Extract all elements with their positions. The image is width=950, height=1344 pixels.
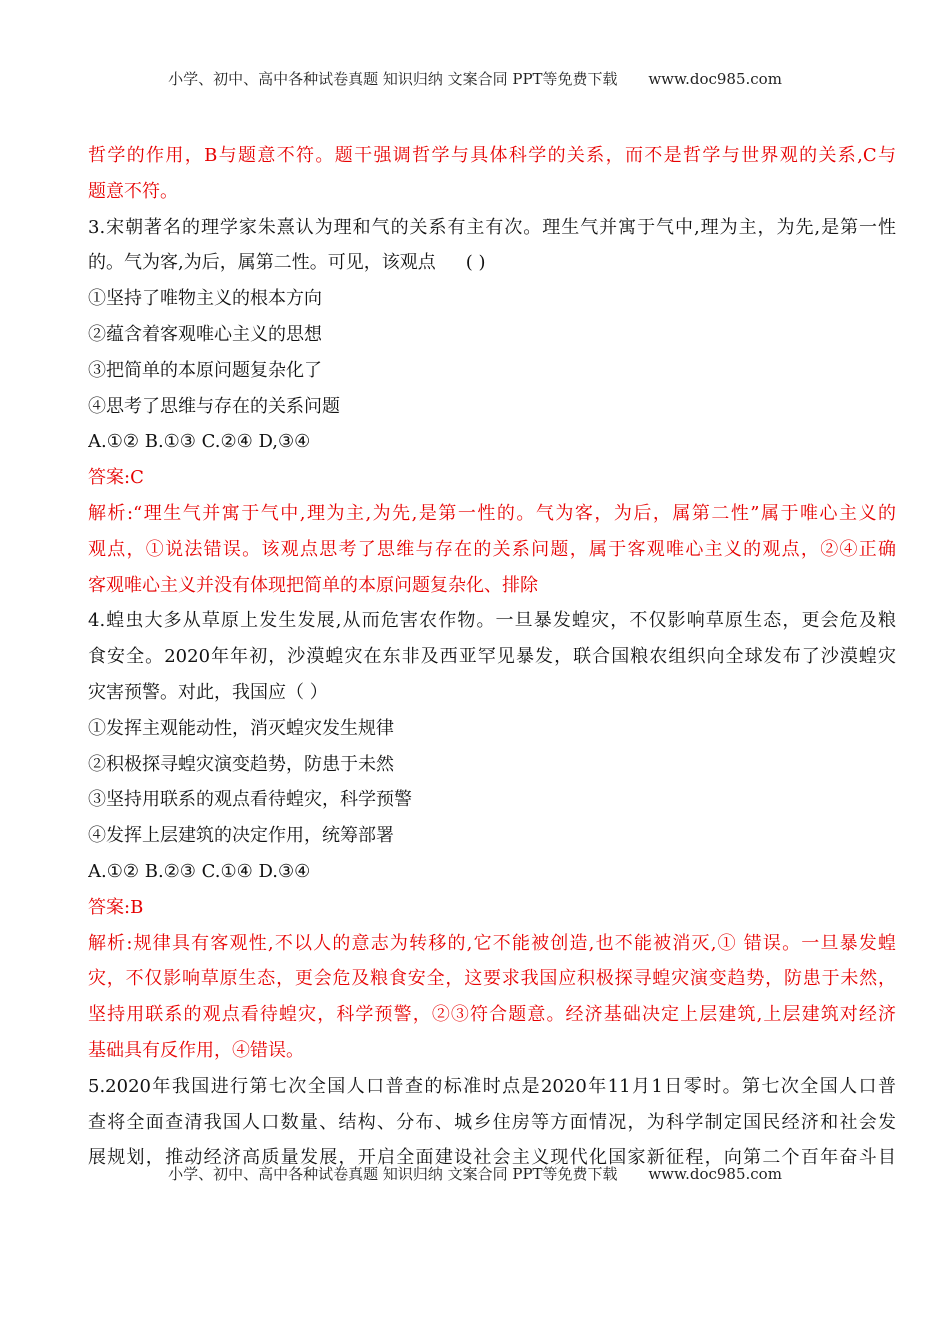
q3-analysis-line: 解析:“理生气并寓于气中,理为主,为先,是第一性的。气为客，为后，属第二性”属于唯心主义的 (88, 502, 896, 524)
q3-answer-bracket: ( ) (465, 252, 486, 274)
q5-stem-line: 查将全面查清我国人口数量、结构、分布、城乡住房等方面情况，为科学制定国民经济和社会发 (88, 1111, 896, 1133)
q4-option: ②积极探寻蝗灾演变趋势，防患于未然 (88, 753, 394, 775)
q4-analysis-line: 基础具有反作用，④错误。 (88, 1039, 304, 1061)
q3-stem-text: 的。气为客,为后，属第二性。可见，该观点 (88, 252, 436, 274)
q2-analysis-line: 哲学的作用，B与题意不符。题干强调哲学与具体科学的关系，而不是哲学与世界观的关系,C与 (88, 145, 896, 166)
header-text: 小学、初中、高中各种试卷真题 知识归纳 文案合同 PPT等免费下载 (168, 70, 618, 88)
footer-text: 小学、初中、高中各种试卷真题 知识归纳 文案合同 PPT等免费下载 (168, 1165, 618, 1183)
q3-stem-line: 3.宋朝著名的理学家朱熹认为理和气的关系有主有次。理生气并寓于气中,理为主，为先,是第一性 (88, 216, 896, 238)
q5-stem-line: 展规划，推动经济高质量发展，开启全面建设社会主义现代化国家新征程，向第二个百年奋斗目 (88, 1147, 896, 1169)
q2-analysis-line: 题意不符。 (88, 180, 178, 202)
q3-answer: 答案:C (88, 467, 144, 489)
q3-option: ④思考了思维与存在的关系问题 (88, 395, 340, 417)
page-footer (0, 1163, 950, 1184)
q4-choices: A.①② B.②③ C.①④ D.③④ (88, 860, 311, 882)
q4-option: ③坚持用联系的观点看待蝗灾，科学预警 (88, 789, 412, 811)
q3-option: ②蕴含着客观唯心主义的思想 (88, 323, 322, 345)
document-body (88, 138, 896, 1176)
q4-stem-line: 灾害预警。对此，我国应（ ） (88, 681, 328, 703)
footer-site-link[interactable]: www.doc985.com (648, 1165, 782, 1183)
q3-analysis-line: 观点，①说法错误。该观点思考了思维与存在的关系问题，属于客观唯心主义的观点，②④正确 (88, 538, 896, 560)
q3-stem-line (88, 245, 896, 281)
q4-analysis-line: 解析:规律具有客观性,不以人的意志为转移的,它不能被创造,也不能被消灭,① 错误。一旦暴发蝗 (88, 932, 896, 954)
q3-choices: A.①② B.①③ C.②④ D,③④ (88, 431, 311, 453)
q3-analysis-line: 客观唯心主义并没有体现把简单的本原问题复杂化、排除 (88, 574, 538, 596)
q4-analysis-line: 灾，不仅影响草原生态，更会危及粮食安全，这要求我国应积极探寻蝗灾演变趋势，防患于未然， (88, 968, 896, 990)
q4-analysis-line: 坚持用联系的观点看待蝗灾，科学预警，②③符合题意。经济基础决定上层建筑,上层建筑对经济 (88, 1004, 896, 1026)
header-site-link[interactable]: www.doc985.com (648, 70, 782, 88)
q3-option: ③把简单的本原问题复杂化了 (88, 359, 322, 381)
q5-stem-line: 5.2020年我国进行第七次全国人口普查的标准时点是2020年11月1日零时。第七次全国人口普 (88, 1075, 896, 1097)
q4-stem-line: 4.蝗虫大多从草原上发生发展,从而危害农作物。一旦暴发蝗灾，不仅影响草原生态，更会危及粮 (88, 610, 896, 632)
q4-answer: 答案:B (88, 896, 144, 918)
q4-option: ④发挥上层建筑的决定作用，统筹部署 (88, 825, 394, 847)
q4-stem-line: 食安全。2020年年初，沙漠蝗灾在东非及西亚罕见暴发，联合国粮农组织向全球发布了沙漠蝗灾 (88, 646, 896, 668)
q3-option: ①坚持了唯物主义的根本方向 (88, 288, 322, 310)
q4-option: ①发挥主观能动性，消灭蝗灾发生规律 (88, 717, 394, 739)
page-header (0, 68, 950, 89)
